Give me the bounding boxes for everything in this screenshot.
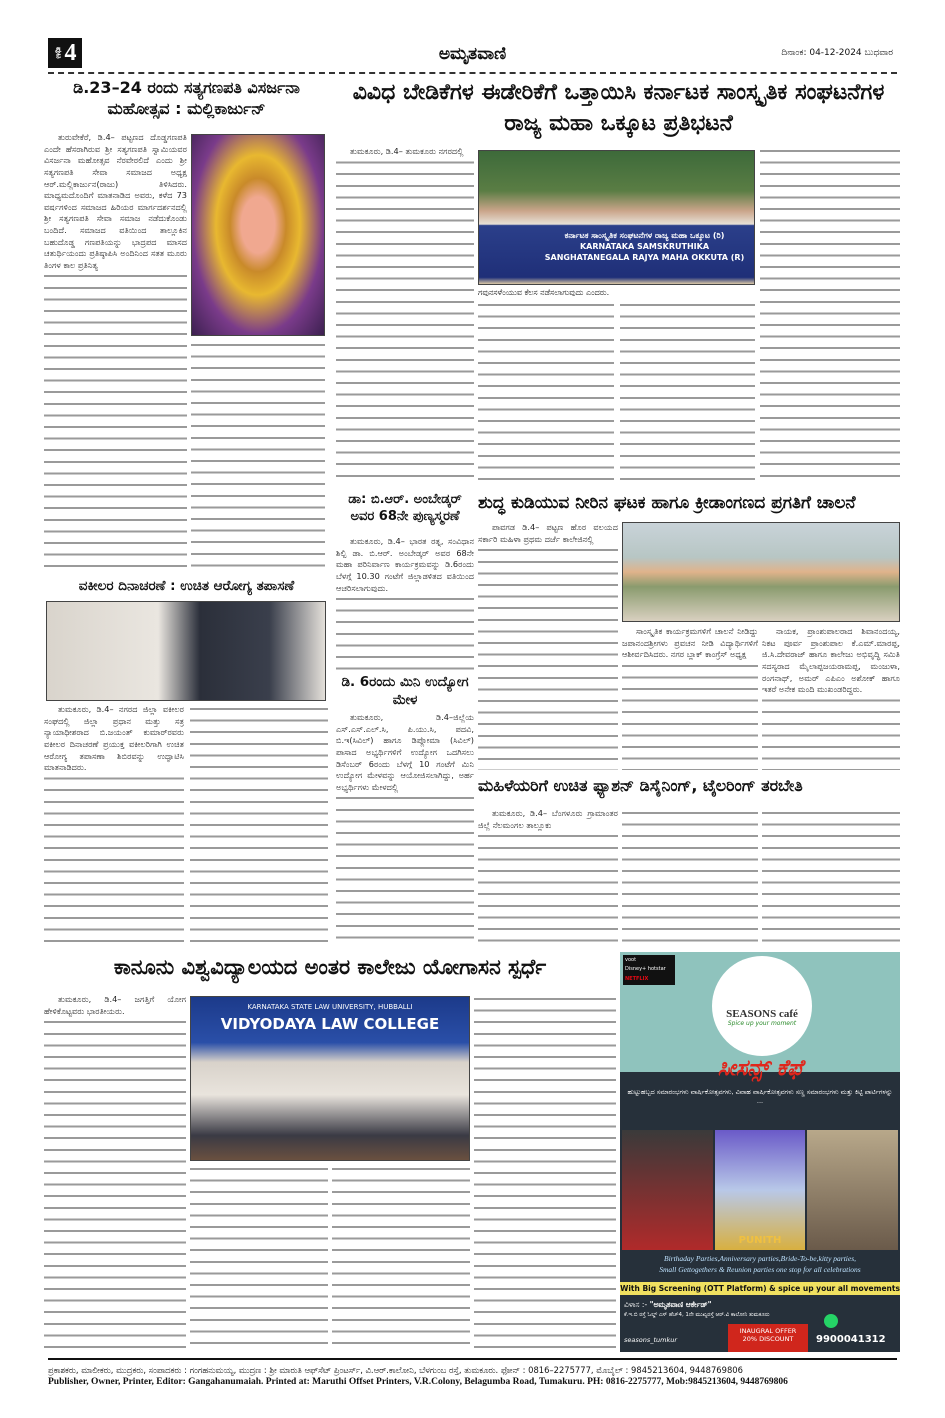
headline-fashion-training: ಮಹಿಳೆಯರಿಗೆ ಉಚಿತ ಫ್ಯಾಶನ್ ಡಿಸೈನಿಂಗ್, ಟೈಲರಿಂಗ್ ತರಬೇತಿ <box>478 776 803 795</box>
headline-law-yoga: ಕಾನೂನು ವಿಶ್ವವಿದ್ಯಾಲಯದ ಅಂತರ ಕಾಲೇಜು ಯೋಗಾಸನ ಸ್ಪರ್ಧೆ <box>113 955 547 979</box>
law-college-event-photo: KARNATAKA STATE LAW UNIVERSITY, HUBBALLI VIDYODAYA LAW COLLEGE <box>190 996 470 1161</box>
header-divider <box>48 72 897 74</box>
article-job-fair-body: ತುಮಕೂರು, ಡಿ.4–ಜಿಲ್ಲೆಯ ಎಸ್.ಎಸ್.ಎಲ್.ಸಿ, ಪಿ.ಯು.ಸಿ, ಪದವಿ, ಬಿ.ಇ(ಸಿವಿಲ್) ಹಾಗೂ ಡಿಪ್ಲೋಮಾ (ಸಿವಿಲ್) ಪಾಸಾದ ಅಭ್ಯರ್ಥಿಗಳಿಗೆ ಉದ್ಯೋಗ ಒದಗಿಸಲು ಡಿಸೆಂಬರ್ 6ರಂದು ಬೆಳಗ್ಗೆ 10 ಗಂಟೆಗೆ ಮಿನಿ ಉದ್ಯೋಗ ಮೇಳವನ್ನು ಆಯೋಜಿಸಲಾಗಿದ್ದು, ಅರ್ಹ ಅಭ್ಯರ್ಥಿಗಳು ಮೇಳದಲ್ಲಿ <box>336 712 474 946</box>
water-plant-inauguration-photo <box>622 522 900 622</box>
ganesha-idol-photo <box>191 134 325 336</box>
article-lawyers-body: ತುಮಕೂರು, ಡಿ.4– ನಗರದ ಜಿಲ್ಲಾ ವಕೀಲರ ಸಂಘದಲ್ಲಿ ಜಿಲ್ಲಾ ಪ್ರಧಾನ ಮತ್ತು ಸತ್ರ ನ್ಯಾಯಾಧೀಶರಾದ ಬಿ.ಜಯಂತ್ ಕುಮಾರ್‌ರವರು ವಕೀಲರ ದಿನಾಚರಣೆ ಪ್ರಯುಕ್ತ ವಕೀಲರಿಗಾಗಿ ಉಚಿತ ಆರೋಗ್ಯ ತಪಾಸಣಾ ಶಿಬಿರವನ್ನು ಉದ್ಘಾಟಿಸಿ ಮಾತನಾಡಿದರು. <box>44 704 184 946</box>
imprint-footer: ಪ್ರಕಾಶಕರು, ಮಾಲೀಕರು, ಮುದ್ರಕರು, ಸಂಪಾದಕರು : ಗಂಗಹನುಮಯ್ಯ, ಮುದ್ರಣ : ಶ್ರೀ ಮಾರುತಿ ಆಫ್‌ಸೆಟ್ ಪ್ರಿಂಟರ್ಸ್, ವಿ.ಆರ್.ಕಾಲೋನಿ, ಬೆಳಗುಂಬ ರಸ್ತೆ, ತುಮಕೂರು. ಫೋನ್ : 0816–2275777, ಮೊಬೈಲ್ : 9845213604, 9448769806 Publisher, Owner, Printer, Editor: Gangahanumaiah. Printed at: Maruthi Offset Printers, V.R.Colony, Belagumba Road, Tumakuru. PH: 0816-2275777, Mob:9845213604, 9448769806 <box>48 1358 897 1387</box>
article-ganapati-body-cont <box>191 340 325 572</box>
article-protest-body: ತುಮಕೂರು, ಡಿ.4– ತುಮಕೂರು ನಗರದಲ್ಲಿ <box>336 146 474 486</box>
headline-ganapati: ಡಿ.23–24 ರಂದು ಸತ್ಯಗಣಪತಿ ವಿಸರ್ಜನಾ ಮಹೋತ್ಸವ : ಮಲ್ಲಿಕಾರ್ಜುನ್ <box>73 78 300 118</box>
whatsapp-icon <box>824 1314 838 1328</box>
article-protest-col2 <box>478 300 614 486</box>
venue-photo <box>622 1130 713 1250</box>
article-law-col2 <box>190 1164 328 1352</box>
inaugural-offer-badge: INAUGRAL OFFER 20% DISCOUNT <box>728 1324 808 1352</box>
seasons-cafe-advertisement: voot Disney+ hotstar NETFLIX SEASONS café Spice up your moment ಸೀಸನ್ಸ್ ಕೆಫೆ ಹುಟ್ಟುಹಬ್ಬದ ಸಮಾರಂಭಗಳು ವಾರ್ಷಿಕೋತ್ಸವಗಳು, ವಿವಾಹ ವಾರ್ಷಿಕೋತ್ಸವಗಳು ಸಣ್ಣ ಸಮಾರಂಭಗಳು ಮತ್ತು ಕಿಟ್ಟಿ ಪಾರ್ಟಿಗಳನ್ನು ... PUNITH Birthaday Parties,Anniversary parties,Bride-To-be,kitty parties, Small Gettogethers & Reunion parties one stop for all celebrations With Big Screening (OTT Platform) & spice up your all movements ವಿಳಾಸ :- "ಅಮೃತವಾಣಿ ಆರ್ಕೇಡ್" ಕೆ.ಇ.ಬಿ ರಸ್ತೆ ಓಲ್ಡ್ ಎಸ್ ಹೆಚ್4, 1ನೇ ಮುಖ್ಯರಸ್ತೆ ಆರ್.ವಿ ಕಾಲೋನಿ ತುಮಕೂರು seasons_tumkur INAUGRAL OFFER 20% DISCOUNT 9900041312 <box>620 952 900 1352</box>
instagram-handle: seasons_tumkur <box>624 1336 678 1344</box>
balloon-arch-photo: PUNITH <box>715 1130 806 1250</box>
phone-number: 9900041312 <box>816 1334 886 1345</box>
protest-caption-line: ಗವುನಸಳೆಂಯುವ ಕೆಲಸ ನಡೆಸಲಾಗುವುದು ಎಂದರು. <box>478 288 610 297</box>
headline-job-fair: ಡಿ. 6ರಂದು ಮಿನಿ ಉದ್ಯೋಗ ಮೇಳ <box>341 674 469 708</box>
issue-date: ದಿನಾಂಕ: 04-12-2024 ಬುಧವಾರ <box>781 48 893 58</box>
article-water-col3: ನಾಯಕ, ಪ್ರಾಂಶುಪಾಲರಾದ ಶಿವಾನಂದಯ್ಯ, ನಿಕಟ ಪೂರ್ವ ಪ್ರಾಂಶುಪಾಲ ಕೆ.ಎಮ್.ಮಾರಪ್ಪ, ಜಿ.ಸಿ.ದೇವರಾಜ್ ಹಾಗೂ ಕಾಲೇಜು ಅಭಿವೃದ್ಧಿ ಸಮಿತಿ ಸದಸ್ಯರಾದ ಮೈಲಾಪ್ಪಜಯರಾಮಪ್ಪ, ಮಂಜುಳಾ, ರಂಗನಾಥ್, ಅಮರ್ ಎಪಿಎಂ ಅಶೋಕ್ ಹಾಗೂ ಇತರೆ ಅನೇಕ ಮಂದಿ ಮುಖಂಡರಿದ್ದರು. <box>762 626 900 770</box>
protest-photo: ಕರ್ನಾಟಕ ಸಾಂಸ್ಕೃತಿಕ ಸಂಘಟನೆಗಳ ರಾಜ್ಯ ಮಹಾ ಒಕ್ಕೂಟ (ರಿ) KARNATAKA SAMSKRUTHIKA SANGHATANEGALA RAJYA MAHA OKKUTA (R) <box>478 150 755 285</box>
article-fashion-body: ತುಮಕೂರು, ಡಿ.4– ಬೆಂಗಳೂರು ಗ್ರಾಮಾಂತರ ಜಿಲ್ಲೆ ನೆಲಮಂಗಲ ತಾಲ್ಲೂಕು <box>478 808 618 946</box>
article-ganapati-body: ತುರುವೇಕೆರೆ, ಡಿ.4– ಪಟ್ಟಣದ ದೊಡ್ಡಗಣಪತಿ ಎಂದೇ ಹೆಸರಾಗಿರುವ ಶ್ರೀ ಸತ್ಯಗಣಪತಿ ಸ್ವಾಮಿಯವರ ವಿಸರ್ಜನಾ ಮಹೋತ್ಸವ ನೆರವೇರಲಿದೆ ಎಂದು ಶ್ರೀ ಸತ್ಯಗಣಪತಿ ಸೇವಾ ಸಮಾಜದ ಅಧ್ಯಕ್ಷ ಆರ್.ಮಲ್ಲಿಕಾರ್ಜುನ(ರಾಜು) ತಿಳಿಸಿದರು. ಮಾಧ್ಯಮದೊಂದಿಗೆ ಮಾತನಾಡಿದ ಅವರು, ಕಳೆದ 73 ವರ್ಷಗಳಿಂದ ಸಮಾಜದ ಹಿರಿಯರ ಮಾರ್ಗದರ್ಶನದಲ್ಲಿ ಶ್ರೀ ಸತ್ಯಗಣಪತಿ ಸೇವಾ ಸಮಾಜ ನಡೆದುಕೊಂಡು ಬಂದಿದೆ. ಸಮಾಜದ ವತಿಯಿಂದ ತಾಲ್ಲೂಕಿನ ಬಹುದೊಡ್ಡ ಗಣಪತಿಯನ್ನು ಭಾದ್ರಪದ ಮಾಸದ ಚತುರ್ಥಿಯಂದು ಪ್ರತಿಷ್ಠಾಪಿಸಿ ಅಂದಿನಿಂದ ಸತತ ಮೂರು ತಿಂಗಳ ಕಾಲ ಪ್ರತಿನಿತ್ಯ <box>44 132 187 572</box>
article-fashion-col3 <box>762 808 900 946</box>
article-water-col2: ಸಾಂಸ್ಕೃತಿಕ ಕಾರ್ಯಕ್ರಮಗಳಿಗೆ ಚಾಲನೆ ನೀಡಿದ್ದು ಜಪಾನಂದಶ್ರೀಗಳು ಪ್ರವಚನ ನೀಡಿ ವಿದ್ಯಾರ್ಥಿಗಳಿಗೆ ಆಶೀರ್ವದಿಸಿದರು. ನಗರ ಬ್ಲಾಕ್ ಕಾಂಗ್ರೆಸ್ ಅಧ್ಯಕ್ಷ <box>622 626 758 770</box>
lawyers-health-camp-photo <box>46 601 326 701</box>
article-protest-col3 <box>620 300 755 486</box>
article-protest-col4 <box>760 146 900 486</box>
article-fashion-col2 <box>622 808 758 946</box>
cafe-logo: SEASONS café Spice up your moment <box>712 956 812 1056</box>
headline-water-plant: ಶುದ್ಧ ಕುಡಿಯುವ ನೀರಿನ ಘಟಕ ಹಾಗೂ ಕ್ರೀಡಾಂಗಣದ ಪ್ರಗತಿಗೆ ಚಾಲನೆ <box>478 493 856 513</box>
article-law-col3 <box>332 1164 470 1352</box>
article-law-col4 <box>474 994 616 1352</box>
article-lawyers-body-cont <box>190 704 328 946</box>
article-law-body: ತುಮಕೂರು, ಡಿ.4– ಜಗತ್ತಿಗೆ ಯೋಗ ಹೇಳಿಕೊಟ್ಟವರು ಭಾರತೀಯರು. <box>44 994 186 1352</box>
headline-lawyers-day: ವಕೀಲರ ದಿನಾಚರಣೆ : ಉಚಿತ ಆರೋಗ್ಯ ತಪಾಸಣೆ <box>78 578 295 594</box>
headline-protest: ವಿವಿಧ ಬೇಡಿಕೆಗಳ ಈಡೇರಿಕೆಗೆ ಒತ್ತಾಯಿಸಿ ಕರ್ನಾಟಕ ಸಾಂಸ್ಕೃತಿಕ ಸಂಘಟನೆಗಳ ರಾಜ್ಯ ಮಹಾ ಒಕ್ಕೂಟ ಪ್ರತಿಭಟನೆ <box>352 80 885 136</box>
article-ambedkar-body: ತುಮಕೂರು, ಡಿ.4– ಭಾರತ ರತ್ನ, ಸಂವಿಧಾನ ಶಿಲ್ಪಿ ಡಾ. ಬಿ.ಆರ್. ಅಂಬೇಡ್ಕರ್ ಅವರ 68ನೇ ಮಹಾ ಪರಿನಿರ್ವಾಣ ಕಾರ್ಯಕ್ರಮವನ್ನು ಡಿ.6ರಂದು ಬೆಳಗ್ಗೆ 10.30 ಗಂಟೆಗೆ ಜಿಲ್ಲಾಡಳಿತದ ವತಿಯಿಂದ ಆಚರಿಸಲಾಗುವುದು. <box>336 536 474 670</box>
page-number-box: ಪುಟ 4 <box>48 38 82 68</box>
masthead: ಅಮೃತವಾಣಿ <box>438 44 507 64</box>
article-water-body: ಪಾವಗಡ ಡಿ.4– ಪಟ್ಟಣ ಹೊರ ವಲಯದ ಸರ್ಕಾರಿ ಮಹಿಳಾ ಪ್ರಥಮ ದರ್ಜೆ ಕಾಲೇಜಿನಲ್ಲಿ <box>478 522 618 770</box>
cafe-interior-photo <box>807 1130 898 1250</box>
headline-ambedkar: ಡಾ: ಬಿ.ಆರ್. ಅಂಬೇಡ್ಕರ್ ಅವರ 68ನೇ ಪುಣ್ಯಸ್ಮರಣೆ <box>348 492 462 524</box>
